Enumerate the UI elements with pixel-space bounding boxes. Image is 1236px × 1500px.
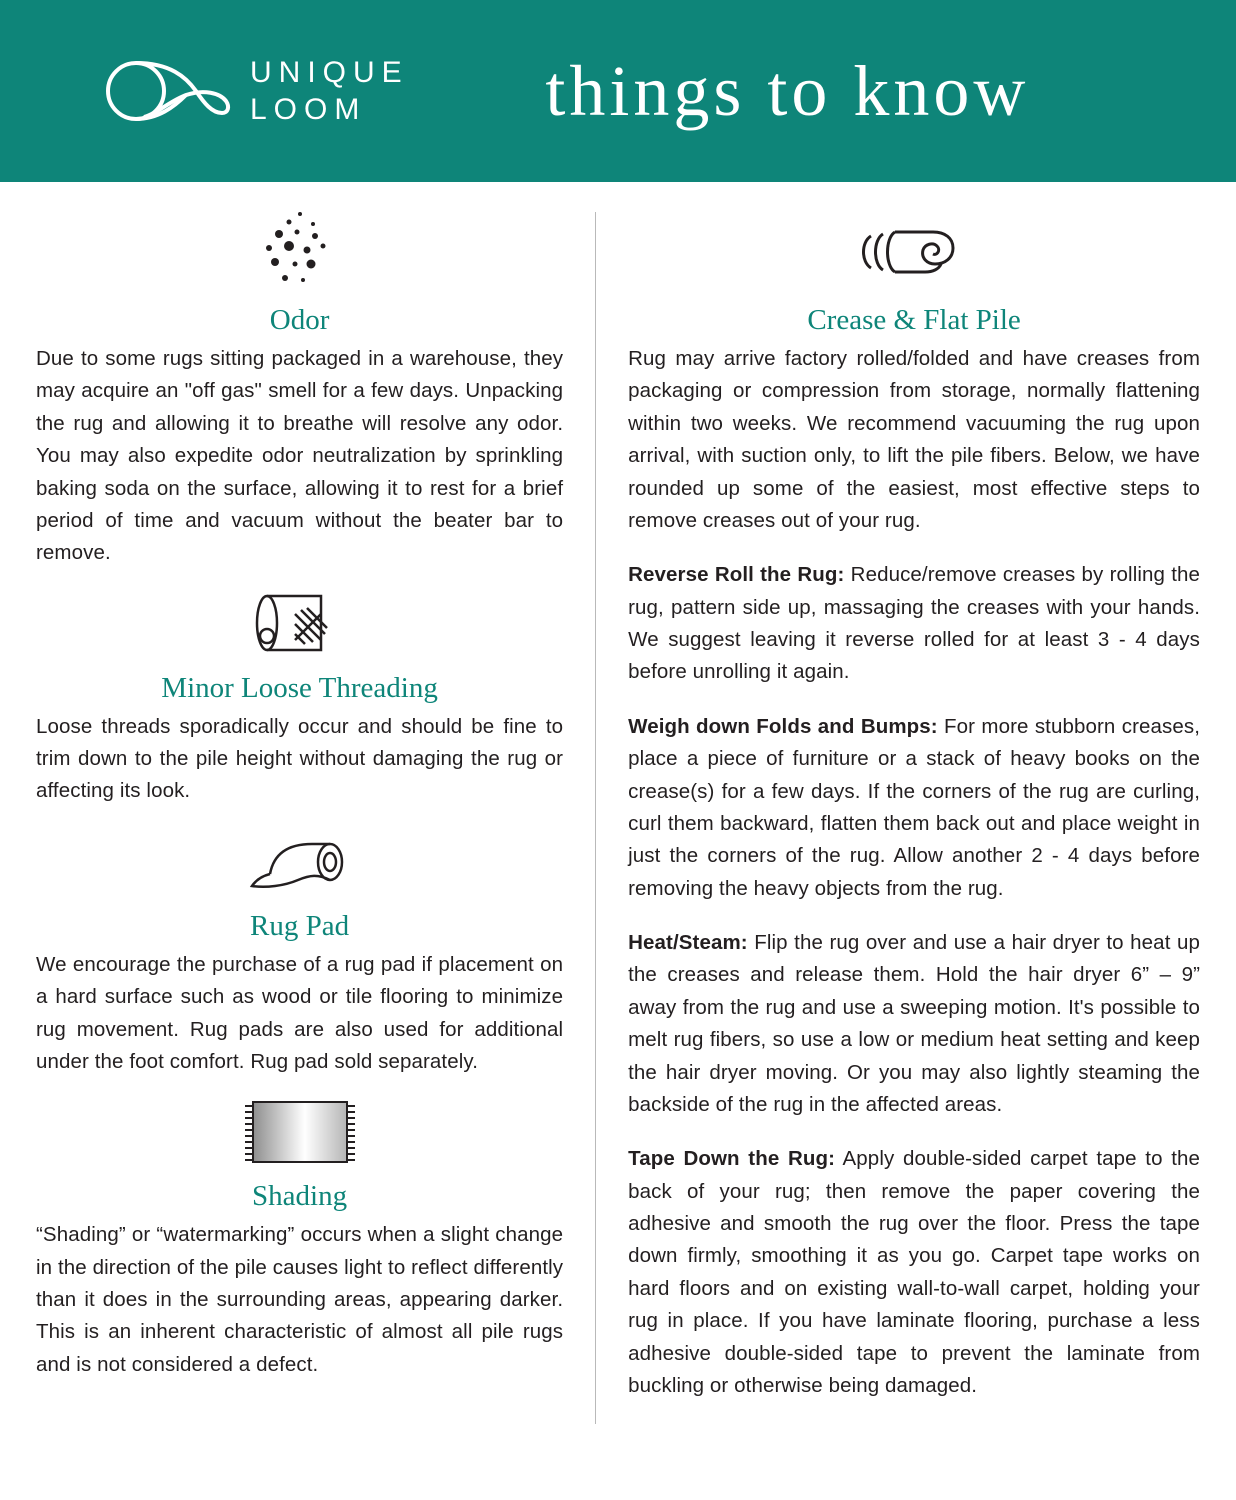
brand-name-line1: UNIQUE — [250, 55, 409, 89]
brand-lockup — [100, 54, 409, 129]
brand-name — [250, 54, 409, 129]
section-body-minor-loose-threading: Loose threads sporadically occur and should be fine to trim down to the pile height without damaging the rug or affecting its look. — [36, 714, 564, 803]
tip-reverse-roll — [628, 559, 1200, 689]
section-title-shading: Shading — [252, 1180, 348, 1213]
section-title-minor-loose-threading: Minor Loose Threading — [161, 671, 438, 704]
rug-pad-icon-wrap — [36, 812, 563, 904]
tip-reverse-roll-lead: Reverse Roll the Rug: — [628, 563, 845, 587]
odor-dots-icon — [245, 206, 355, 298]
section-odor — [36, 206, 563, 570]
section-rug-pad — [36, 812, 563, 1079]
column-divider — [595, 212, 596, 1424]
tip-heat-steam — [628, 927, 1200, 1121]
crease-intro-text: Rug may arrive factory rolled/folded and have creases from packaging or compression from storage, normally flattening within two weeks. We recommend vacuuming the rug upon arrival, with suction only, to lift the pile fibers. Below, we have rounded up some of the easiest, most effective steps to remove creases out of your rug. — [628, 347, 1200, 532]
shaded-rug-icon — [235, 1088, 365, 1174]
tip-tape-down-lead: Tape Down the Rug: — [628, 1147, 836, 1171]
section-crease-flat-pile — [628, 206, 1200, 1402]
rolled-rug-icon-wrap — [36, 574, 563, 666]
section-body-rug-pad: We encourage the purchase of a rug pad if placement on a hard surface such as wood or tile flooring to minimize rug movement. Rug pads are also used for additional under the foot comfort. Rug pad sold separately. — [36, 952, 564, 1073]
tip-weigh-down-text: For more stubborn creases, place a piece of furniture or a stack of heavy books on the crease(s) for a few days. If the corners of the rug are curling, curl them backward, flatten them back out and place weight in just the corners of the rug. Allow another 2 - 4 days before removing the heavy objects from the rug. — [628, 714, 1200, 900]
page-title: things to know — [545, 50, 1030, 131]
tip-heat-steam-text: Flip the rug over and use a hair dryer to heat up the creases and release them. Hold the hair dryer 6” – 9” away from the rug and use a sweeping motion. It's possible to melt rug fibers, so use a low or medium heat setting and keep the hair dryer moving. Or you may also lightly steaming the backside of the rug in the affected areas. — [628, 931, 1200, 1116]
section-body-shading: “Shading” or “watermarking” occurs when a slight change in the direction of the pile causes light to reflect differently than it does in the surrounding areas, appearing darker. This is an inherent characteristic of almost all pile rugs and is not considered a defect. — [36, 1223, 564, 1376]
rolled-rug-icon — [245, 580, 355, 666]
tip-heat-steam-lead: Heat/Steam: — [628, 931, 748, 954]
tip-tape-down-text: Apply double-sided carpet tape to the back of your rug; then remove the paper covering the adhesive and smooth the rug over the floor. Press the tape down firmly, smoothing it as you go. Carpet tape works on hard floors and on existing wall-to-wall carpet, holding your rug in place. If you have laminate flooring, purchase a less adhesive double-sided tape to prevent the laminate from buckling or otherwise being damaged. — [628, 1147, 1200, 1397]
section-body-odor: Due to some rugs sitting packaged in a warehouse, they may acquire an "off gas" smell for a few days. Unpacking the rug and allowing it to breathe will resolve any odor. You may also expedite odor neutralization by sprinkling baking soda on the surface, allowing it to rest for a brief period of time and vacuum without the beater bar to remove. — [36, 347, 564, 565]
tip-weigh-down — [628, 711, 1200, 905]
section-title-odor: Odor — [269, 304, 330, 336]
section-shading — [36, 1082, 563, 1381]
odor-icon-wrap — [36, 206, 563, 298]
page-header — [0, 0, 1236, 182]
right-column — [628, 206, 1200, 1424]
unique-loom-infinity-logo — [100, 55, 232, 127]
rug-pad-roll-icon — [240, 818, 360, 904]
brand-name-line2: LOOM — [250, 93, 367, 126]
rolled-pile-icon — [849, 206, 979, 298]
section-minor-loose-threading — [36, 574, 563, 808]
section-title-crease-flat-pile: Crease & Flat Pile — [807, 304, 1021, 336]
left-column — [36, 206, 563, 1424]
shading-icon-wrap — [36, 1082, 563, 1174]
tip-weigh-down-lead: Weigh down Folds and Bumps: — [628, 714, 938, 738]
tip-tape-down — [628, 1143, 1200, 1402]
crease-icon-wrap — [628, 206, 1200, 298]
section-title-rug-pad: Rug Pad — [250, 909, 350, 942]
content-area — [0, 182, 1236, 1424]
tip-reverse-roll-text: Reduce/remove creases by rolling the rug, pattern side up, massaging the creases with your hands. We suggest leaving it reverse rolled for at least 3 - 4 days before unrolling it again. — [628, 563, 1201, 684]
